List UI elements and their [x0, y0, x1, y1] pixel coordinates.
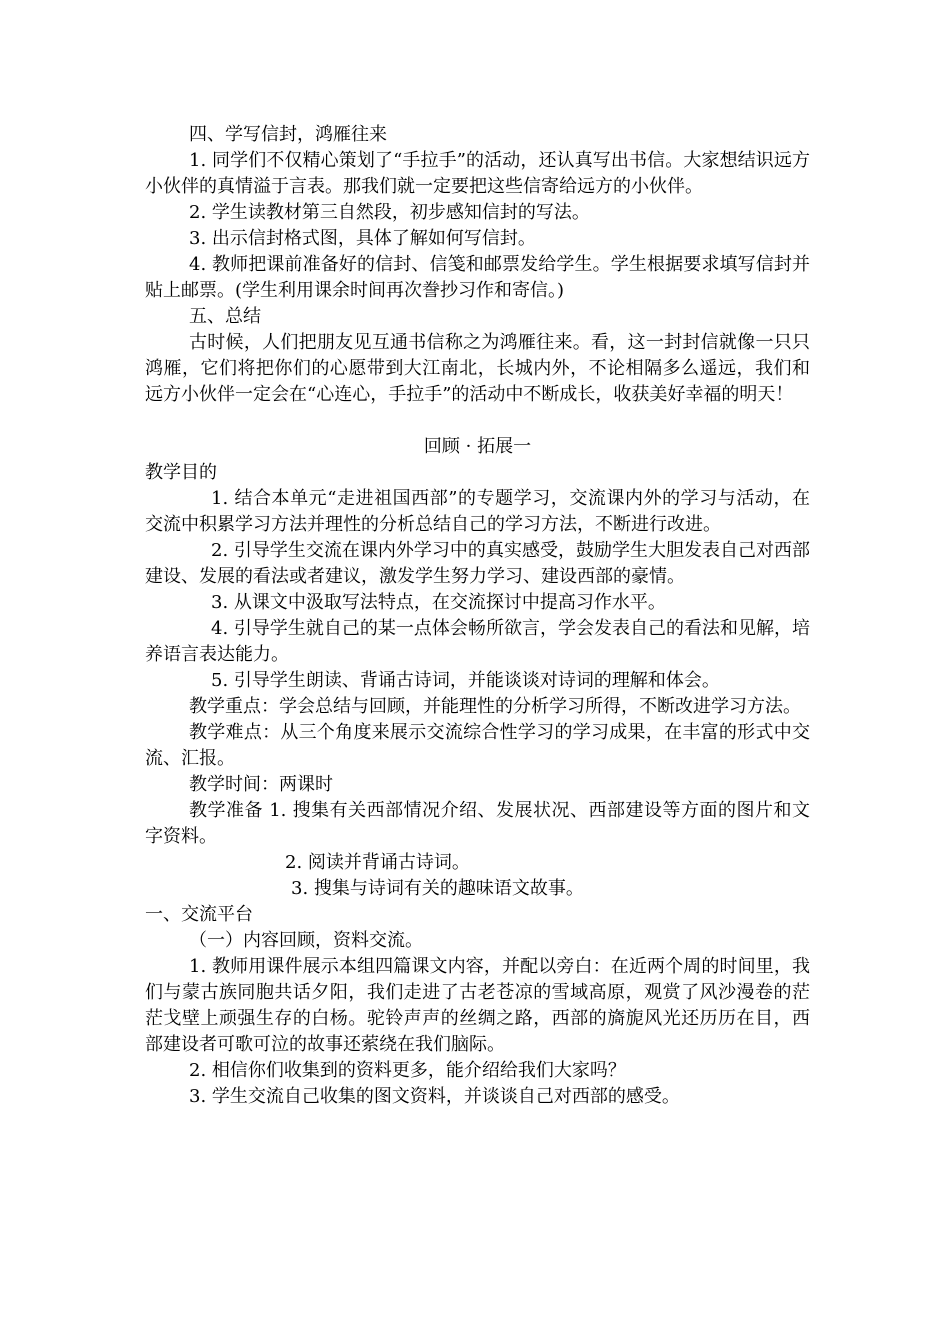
preparation-2: 2. 阅读并背诵古诗词。 [285, 852, 470, 873]
goals-heading: 教学目的 [145, 462, 217, 483]
key-point: 教学重点：学会总结与回顾，并能理性的分析学习所得，不断改进学习方法。 [189, 696, 801, 717]
section-5-title: 五、总结 [189, 306, 261, 327]
section-4-paragraph-2: 2. 学生读教材第三自然段，初步感知信封的写法。 [189, 202, 590, 223]
spacer [145, 408, 810, 434]
goal-4: 4. 引导学生就自己的某一点体会畅所欲言，学会发表自己的看法和见解，培养语言表达能力。 [145, 618, 810, 665]
review-title: 回顾 · 拓展一 [423, 436, 532, 457]
section-5-paragraph: 古时候，人们把朋友见互通书信称之为鸿雁往来。看，这一封封信就像一只只鸿雁，它们将把你们的心愿带到大江南北，长城内外，不论相隔多么遥远，我们和远方小伙伴一定会在“心连心，手拉手”的活动中不断成长，收获美好幸福的明天！ [145, 332, 810, 405]
document-page [145, 122, 810, 1110]
part-1-paragraph-3: 3. 学生交流自己收集的图文资料，并谈谈自己对西部的感受。 [189, 1086, 680, 1107]
goal-5: 5. 引导学生朗读、背诵古诗词，并能谈谈对诗词的理解和体会。 [211, 670, 720, 691]
preparation-1: 教学准备 1. 搜集有关西部情况介绍、发展状况、西部建设等方面的图片和文字资料。 [145, 800, 810, 847]
section-4-paragraph-1: 1. 同学们不仅精心策划了“手拉手”的活动，还认真写出书信。大家想结识远方小伙伴的真情溢于言表。那我们就一定要把这些信寄给远方的小伙伴。 [145, 150, 810, 197]
part-1-subtitle: （一）内容回顾，资料交流。 [189, 930, 423, 951]
part-1-paragraph-1: 1. 教师用课件展示本组四篇课文内容，并配以旁白：在近两个周的时间里，我们与蒙古族同胞共话夕阳，我们走进了古老苍凉的雪域高原，观赏了风沙漫卷的茫茫戈壁上顽强生存的白杨。驼铃声声的丝绸之路，西部的旖旎风光还历历在目，西部建设者可歌可泣的故事还萦绕在我们脑际。 [145, 956, 810, 1055]
part-1-title: 一、交流平台 [145, 904, 253, 925]
goal-3: 3. 从课文中汲取写法特点，在交流探讨中提高习作水平。 [211, 592, 666, 613]
section-4-paragraph-4: 4. 教师把课前准备好的信封、信笺和邮票发给学生。学生根据要求填写信封并贴上邮票。(学生利用课余时间再次誊抄习作和寄信。) [145, 254, 810, 301]
section-4-title: 四、学写信封，鸿雁往来 [189, 124, 387, 145]
goal-2: 2. 引导学生交流在课内外学习中的真实感受，鼓励学生大胆发表自己对西部建设、发展的看法或者建议，激发学生努力学习、建设西部的豪情。 [145, 540, 810, 587]
section-4-paragraph-3: 3. 出示信封格式图，具体了解如何写信封。 [189, 228, 536, 249]
goal-1: 1. 结合本单元“走进祖国西部”的专题学习，交流课内外的学习与活动，在交流中积累学习方法并理性的分析总结自己的学习方法，不断进行改进。 [145, 488, 810, 535]
preparation-3: 3. 搜集与诗词有关的趣味语文故事。 [291, 878, 584, 899]
difficulty: 教学难点：从三个角度来展示交流综合性学习的学习成果，在丰富的形式中交流、汇报。 [145, 722, 810, 769]
teaching-time: 教学时间：两课时 [189, 774, 333, 795]
part-1-paragraph-2: 2. 相信你们收集到的资料更多，能介绍给我们大家吗？ [189, 1060, 626, 1081]
